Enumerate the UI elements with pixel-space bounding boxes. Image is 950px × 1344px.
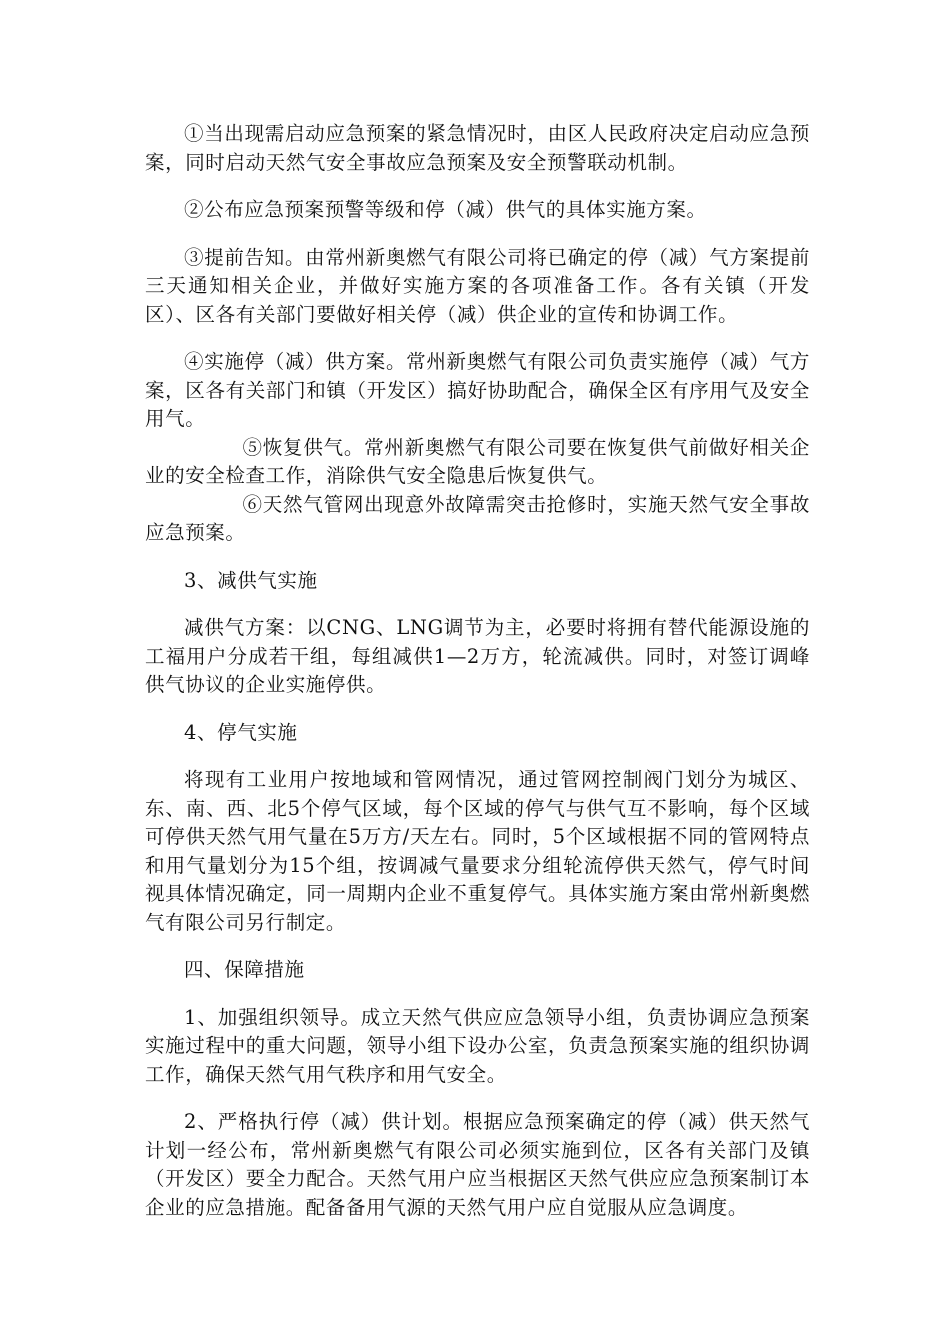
paragraph-6: ⑥天然气管网出现意外故障需突击抢修时，实施天然气安全事故应急预案。 [145,492,810,544]
section-heading-guarantee: 四、保障措施 [184,958,305,981]
paragraph-4: ④实施停（减）供方案。常州新奥燃气有限公司负责实施停（减）气方案，区各有关部门和镇（开发区）搞好协助配合，确保全区有序用气及安全用气。 [145,350,810,430]
section-heading-3: 3、减供气实施 [184,568,318,592]
paragraph-5: ⑤恢复供气。常州新奥燃气有限公司要在恢复供气前做好相关企业的安全检查工作，消除供气安全隐患后恢复供气。 [145,435,810,487]
paragraph-2: ②公布应急预案预警等级和停（减）供气的具体实施方案。 [184,198,707,221]
paragraph-8: 将现有工业用户按地域和管网情况，通过管网控制阀门划分为城区、东、南、西、北5个停气区域，每个区域的停气与供气互不影响，每个区域可停供天然气用气量在5万方/天左右。同时，5个区域根据不同的管网特点和用气量划分为15个组，按调减气量要求分组轮流停供天然气，停气时间视具体情况确定，同一周期内企业不重复停气。具体实施方案由常州新奥燃气有限公司另行制定。 [145,768,810,934]
paragraph-3: ③提前告知。由常州新奥燃气有限公司将已确定的停（减）气方案提前三天通知相关企业，并做好实施方案的各项准备工作。各有关镇（开发区）、区各有关部门要做好相关停（减）供企业的宣传和协调工作。 [145,245,810,326]
section-heading-4: 4、停气实施 [184,720,298,744]
paragraph-10: 2、严格执行停（减）供计划。根据应急预案确定的停（减）供天然气计划一经公布，常州新奥燃气有限公司必须实施到位，区各有关部门及镇（开发区）要全力配合。天然气用户应当根据区天然气供应应急预案制订本企业的应急措施。配备备用气源的天然气用户应自觉服从应急调度。 [145,1110,810,1219]
paragraph-7: 减供气方案：以CNG、LNG调节为主，必要时将拥有替代能源设施的工福用户分成若干组，每组减供1—2万方，轮流减供。同时，对签订调峰供气协议的企业实施停供。 [145,616,810,696]
paragraph-1: ①当出现需启动应急预案的紧急情况时，由区人民政府决定启动应急预案，同时启动天然气安全事故应急预案及安全预警联动机制。 [145,122,810,174]
paragraph-9: 1、加强组织领导。成立天然气供应应急领导小组，负责协调应急预案实施过程中的重大问题，领导小组下设办公室，负责急预案实施的组织协调工作，确保天然气用气秩序和用气安全。 [145,1005,810,1086]
document-body [145,120,810,1241]
